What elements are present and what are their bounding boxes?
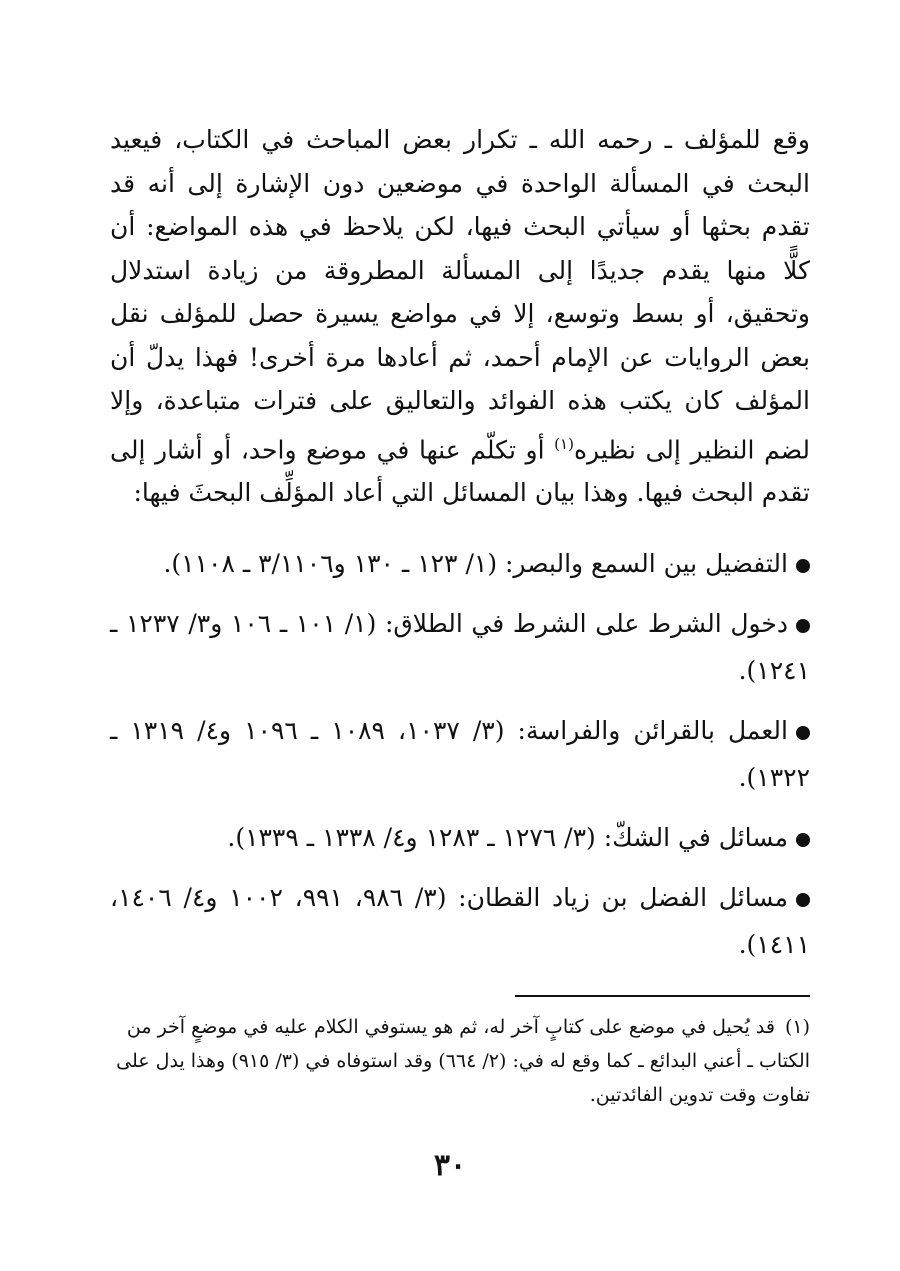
- bullet-dot-icon: [796, 726, 810, 740]
- bullet-dot-icon: [796, 893, 810, 907]
- footnote-number: (١): [784, 1016, 810, 1038]
- main-paragraph: [110, 118, 810, 515]
- paragraph-before-note: وقع للمؤلف ـ رحمه الله ـ تكرار بعض المباحث في الكتاب، فيعيد البحث في المسألة الواحدة في موضعين دون الإشارة إلى أنه قد تقدم بحثها أو سيأتي البحث فيها، لكن يلاحظ في هذه المواضع: أن كلًّا منها يقدم جديدًا إلى المسألة المطروقة من زيادة استدلال وتحقيق، أو بسط وتوسع، إلا في مواضع يسيرة حصل للمؤلف نقل بعض الروايات عن الإمام أحمد، ثم أعادها مرة أخرى! فهذا يدلّ أن المؤلف كان يكتب هذه الفوائد والتعاليق على فترات متباعدة، وإلا لضم النظير إلى نظيره: [110, 125, 810, 464]
- list-item: مسائل في الشكّ: (٣/ ١٢٧٦ ـ ١٢٨٣ و٤/ ١٣٣٨ ـ ١٣٣٩).: [110, 814, 810, 861]
- list-item: مسائل الفضل بن زياد القطان: (٣/ ٩٨٦، ٩٩١، ١٠٠٢ و٤/ ١٤٠٦، ١٤١١).: [110, 883, 810, 959]
- footnote-marker: (١): [554, 434, 574, 453]
- paragraph-text: [110, 118, 810, 515]
- list-item: التفضيل بين السمع والبصر: (١/ ١٢٣ ـ ١٣٠ و٣/١١٠٦ ـ ١١٠٨).: [110, 540, 810, 587]
- list-item: العمل بالقرائن والفراسة: (٣/ ١٠٣٧، ١٠٨٩ ـ ١٠٩٦ و٤/ ١٣١٩ ـ ١٣٢٢).: [110, 716, 810, 792]
- paragraph-after-note: أو تكلّم عنها في موضع واحد، أو أشار إلى تقدم البحث فيها. وهذا بيان المسائل التي أعاد المؤلِّف البحثَ فيها:: [110, 434, 810, 508]
- bullet-dot-icon: [796, 833, 810, 847]
- list-item: دخول الشرط على الشرط في الطلاق: (١/ ١٠١ ـ ١٠٦ و٣/ ١٢٣٧ ـ ١٢٤١).: [110, 609, 810, 685]
- footnote-text: قد يُحيل في موضع على كتابٍ آخر له، ثم هو يستوفي الكلام عليه في موضعٍ آخر من الكتاب ـ أعني البدائع ـ كما وقع له في: (٢/ ٦٦٤) وقد استوفاه في (٣/ ٩١٥) وهذا يدل على تفاوت وقت تدوين الفائدتين.: [116, 1016, 810, 1106]
- bullet-list: [110, 540, 810, 981]
- bullet-dot-icon: [796, 619, 810, 633]
- bullet-dot-icon: [796, 559, 810, 573]
- page-number: ٣٠: [433, 1148, 467, 1183]
- footnote-divider: [515, 995, 810, 997]
- footnote: [110, 1010, 810, 1112]
